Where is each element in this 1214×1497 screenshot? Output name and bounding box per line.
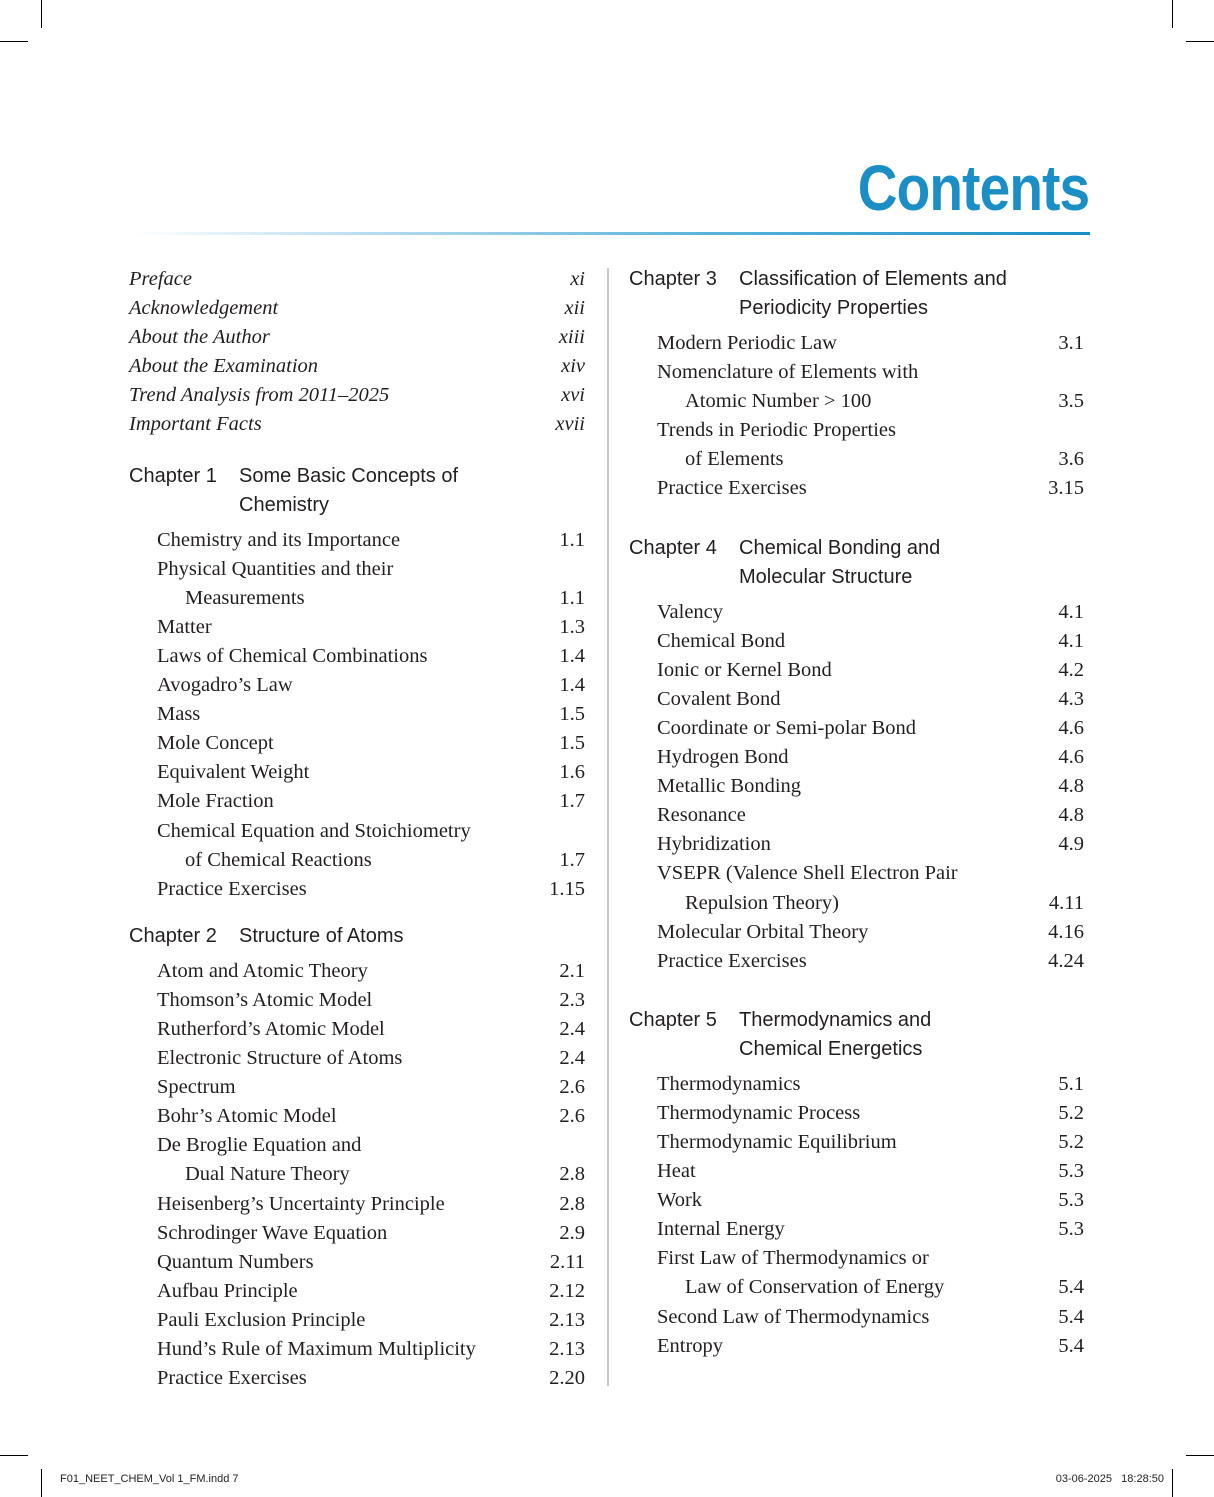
toc-entry-title: Trends in Periodic Properties bbox=[657, 419, 896, 442]
toc-entry-page: 2.1 bbox=[559, 959, 585, 982]
toc-entry-page: 1.5 bbox=[559, 732, 585, 755]
chapter-title-line bbox=[629, 1035, 1084, 1064]
toc-entry bbox=[629, 743, 1084, 772]
toc-entry bbox=[629, 859, 1084, 888]
toc-entry-page: 2.9 bbox=[559, 1221, 585, 1244]
chapter-title: Periodicity Properties bbox=[739, 297, 928, 319]
chapter-title: Chemical Bonding and bbox=[739, 536, 941, 559]
toc-entry-title: Chemical Bond bbox=[657, 629, 786, 652]
toc-entry bbox=[629, 918, 1084, 947]
toc-entry bbox=[129, 1131, 585, 1160]
toc-entry bbox=[129, 957, 585, 986]
toc-entry bbox=[129, 1015, 585, 1044]
toc-entry-page: 5.3 bbox=[1058, 1189, 1084, 1212]
chapter-title-line bbox=[629, 294, 1084, 323]
toc-entry-title: Entropy bbox=[657, 1334, 724, 1357]
crop-mark-top-right-v bbox=[1172, 0, 1173, 28]
toc-entry-title: Practice Exercises bbox=[157, 1367, 307, 1390]
toc-entry-page: 4.11 bbox=[1048, 891, 1084, 914]
chapter-heading bbox=[629, 534, 1084, 592]
toc-entry-page: 4.1 bbox=[1058, 629, 1084, 652]
toc-entry-page: 1.4 bbox=[559, 644, 585, 667]
toc-entry-page: 1.3 bbox=[559, 615, 585, 638]
toc-entry bbox=[129, 1335, 585, 1364]
toc-entry-title: Nomenclature of Elements with bbox=[657, 361, 919, 384]
toc-entry-page: 4.2 bbox=[1058, 658, 1084, 681]
crop-mark-top-right-h bbox=[1186, 41, 1214, 42]
chapter-title-line bbox=[629, 563, 1084, 592]
toc-entry-page: xii bbox=[564, 297, 585, 320]
toc-entry-title: Equivalent Weight bbox=[157, 761, 310, 784]
toc-entry bbox=[629, 1157, 1084, 1186]
toc-entry-title: Acknowledgement bbox=[129, 297, 279, 320]
toc-entry-title: Work bbox=[657, 1189, 703, 1212]
toc-entry bbox=[129, 584, 585, 613]
toc-entry-page: 1.5 bbox=[559, 703, 585, 726]
toc-entry-title: De Broglie Equation and bbox=[157, 1134, 362, 1157]
crop-mark-bottom-left-h bbox=[0, 1455, 28, 1456]
toc-entry bbox=[629, 830, 1084, 859]
toc-entry-page: xvii bbox=[555, 413, 585, 436]
toc-entry-title: Second Law of Thermodynamics bbox=[657, 1305, 930, 1328]
toc-entry bbox=[629, 598, 1084, 627]
toc-entry-page: 5.2 bbox=[1058, 1101, 1084, 1124]
toc-entry-title: Schrodinger Wave Equation bbox=[157, 1221, 388, 1244]
toc-entry-title: Atomic Number > 100 bbox=[685, 390, 872, 413]
toc-entry bbox=[629, 656, 1084, 685]
chapter-title: Some Basic Concepts of bbox=[239, 464, 458, 487]
toc-entry-page: 4.8 bbox=[1058, 775, 1084, 798]
footer-file: F01_NEET_CHEM_Vol 1_FM.indd 7 bbox=[60, 1473, 239, 1485]
front-matter-entry bbox=[129, 294, 585, 323]
toc-entry bbox=[129, 555, 585, 584]
toc-entry-title: Repulsion Theory) bbox=[685, 891, 839, 914]
toc-entry-page: 4.6 bbox=[1058, 746, 1084, 769]
toc-entry-page: 4.8 bbox=[1058, 804, 1084, 827]
toc-entry-page: 1.6 bbox=[559, 761, 585, 784]
toc-entry-title: Mole Fraction bbox=[157, 790, 274, 813]
toc-entry-title: Valency bbox=[657, 600, 724, 623]
toc-entry-page: 5.1 bbox=[1058, 1072, 1084, 1095]
toc-entry-title: About the Examination bbox=[129, 355, 319, 378]
toc-entry-page: 4.3 bbox=[1058, 687, 1084, 710]
toc-entry-title: Thermodynamic Equilibrium bbox=[657, 1130, 897, 1153]
toc-entry-title: Bohr’s Atomic Model bbox=[157, 1105, 337, 1128]
toc-entry bbox=[129, 613, 585, 642]
toc-entry bbox=[629, 947, 1084, 976]
toc-entry bbox=[629, 714, 1084, 743]
toc-entry bbox=[629, 474, 1084, 503]
toc-entry bbox=[129, 817, 585, 846]
toc-entry bbox=[629, 627, 1084, 656]
front-matter-entry bbox=[129, 352, 585, 381]
toc-entry bbox=[629, 1215, 1084, 1244]
toc-entry-page: 3.15 bbox=[1048, 477, 1084, 500]
chapter-title: Chemistry bbox=[239, 493, 330, 516]
toc-entry bbox=[129, 1277, 585, 1306]
toc-entry-page: 3.1 bbox=[1058, 332, 1084, 354]
toc-entry-page: 1.7 bbox=[559, 790, 585, 813]
front-matter-entry bbox=[129, 410, 585, 439]
toc-entry bbox=[629, 1303, 1084, 1332]
front-matter-entry bbox=[129, 323, 585, 352]
toc-entry bbox=[629, 445, 1084, 474]
toc-entry-page: 5.2 bbox=[1058, 1130, 1084, 1153]
toc-entry bbox=[129, 875, 585, 904]
toc-entry-title: First Law of Thermodynamics or bbox=[657, 1247, 929, 1270]
toc-entry-title: Aufbau Principle bbox=[157, 1279, 298, 1302]
chapter-title-line bbox=[629, 265, 1084, 294]
toc-entry-page: 1.15 bbox=[549, 877, 585, 900]
chapter-title: Molecular Structure bbox=[739, 565, 913, 588]
toc-entry-page: 2.12 bbox=[549, 1279, 585, 1302]
toc-entry-title: Electronic Structure of Atoms bbox=[157, 1047, 403, 1070]
toc-entry-page: 4.6 bbox=[1058, 716, 1084, 739]
toc-entry bbox=[629, 772, 1084, 801]
toc-entry-page: 1.1 bbox=[559, 586, 585, 609]
toc-entry-page: 2.13 bbox=[549, 1338, 585, 1360]
chapter-label: Chapter 3 bbox=[629, 268, 717, 290]
toc-entry-page: 2.6 bbox=[559, 1076, 585, 1099]
toc-entry bbox=[129, 1160, 585, 1189]
toc-entry-title: Molecular Orbital Theory bbox=[657, 920, 869, 943]
toc-entry-title: Pauli Exclusion Principle bbox=[157, 1308, 366, 1331]
toc-entry-title: Atom and Atomic Theory bbox=[157, 959, 368, 982]
toc-entry bbox=[129, 1102, 585, 1131]
toc-entry-page: 1.1 bbox=[559, 528, 585, 551]
toc-entry-title: Law of Conservation of Energy bbox=[685, 1276, 945, 1299]
toc-entry-title: of Chemical Reactions bbox=[185, 848, 372, 871]
front-matter-entry bbox=[129, 381, 585, 410]
toc-entry-page: 2.8 bbox=[559, 1192, 585, 1215]
toc-entry bbox=[129, 1190, 585, 1219]
toc-entry-page: 5.3 bbox=[1058, 1218, 1084, 1241]
toc-entry-title: Heat bbox=[657, 1160, 696, 1183]
toc-entry bbox=[629, 685, 1084, 714]
toc-entry-title: Hund’s Rule of Maximum Multiplicity bbox=[157, 1338, 476, 1360]
toc-entry bbox=[629, 358, 1084, 387]
toc-entry-title: Mole Concept bbox=[157, 732, 274, 755]
toc-entry-page: 2.20 bbox=[549, 1367, 585, 1390]
toc-entry bbox=[129, 671, 585, 700]
chapter-title: Structure of Atoms bbox=[239, 924, 404, 947]
toc-entry-page: 5.4 bbox=[1058, 1334, 1084, 1357]
toc-entry-title: Metallic Bonding bbox=[657, 775, 802, 798]
toc-entry bbox=[129, 1219, 585, 1248]
toc-entry-page: 2.6 bbox=[559, 1105, 585, 1128]
toc-entry-title: Practice Exercises bbox=[657, 949, 807, 972]
toc-entry bbox=[129, 642, 585, 671]
toc-entry-page: 4.9 bbox=[1058, 833, 1084, 856]
contents-column-left bbox=[129, 265, 585, 1393]
toc-entry-title: Rutherford’s Atomic Model bbox=[157, 1017, 385, 1040]
toc-entry-title: Hybridization bbox=[657, 833, 771, 856]
contents-column-right bbox=[629, 265, 1084, 1361]
toc-entry bbox=[629, 1099, 1084, 1128]
toc-entry-title: About the Author bbox=[129, 326, 270, 349]
crop-mark-bottom-right-h bbox=[1186, 1455, 1214, 1456]
toc-entry bbox=[129, 787, 585, 816]
toc-entry-page: 2.11 bbox=[549, 1250, 585, 1273]
toc-entry-title: Coordinate or Semi-polar Bond bbox=[657, 716, 917, 739]
toc-entry-title: Modern Periodic Law bbox=[657, 332, 837, 354]
toc-entry-title: Resonance bbox=[657, 804, 746, 827]
title-rule bbox=[130, 232, 1090, 235]
toc-entry-title: Quantum Numbers bbox=[157, 1250, 314, 1273]
toc-entry-page: 3.5 bbox=[1058, 390, 1084, 413]
toc-entry-page: 2.3 bbox=[559, 988, 585, 1011]
toc-entry-page: xvi bbox=[561, 384, 585, 407]
toc-entry-title: Practice Exercises bbox=[157, 877, 307, 900]
chapter-title-line bbox=[629, 1006, 1084, 1035]
toc-entry bbox=[629, 387, 1084, 416]
toc-entry bbox=[629, 801, 1084, 830]
toc-entry bbox=[129, 1073, 585, 1102]
chapter-title: Thermodynamics and bbox=[739, 1008, 932, 1031]
toc-entry-page: 4.1 bbox=[1058, 600, 1084, 623]
chapter-label: Chapter 2 bbox=[129, 924, 217, 947]
toc-entry-title: Physical Quantities and their bbox=[157, 557, 394, 580]
toc-entry-title: Practice Exercises bbox=[657, 477, 807, 500]
toc-entry bbox=[629, 1244, 1084, 1273]
toc-entry bbox=[129, 526, 585, 555]
toc-entry-page: 4.24 bbox=[1048, 949, 1084, 972]
toc-entry bbox=[129, 1044, 585, 1073]
chapter-label: Chapter 4 bbox=[629, 536, 717, 559]
toc-entry-page: xiii bbox=[558, 326, 585, 349]
toc-entry-title: Ionic or Kernel Bond bbox=[657, 658, 832, 681]
toc-entry-title: Chemical Equation and Stoichiometry bbox=[157, 819, 471, 842]
crop-mark-bottom-right-v bbox=[1172, 1469, 1173, 1497]
toc-entry bbox=[129, 700, 585, 729]
toc-entry-page: 1.7 bbox=[559, 848, 585, 871]
toc-entry bbox=[129, 758, 585, 787]
toc-entry-page: 3.6 bbox=[1058, 448, 1084, 471]
chapter-heading bbox=[629, 1006, 1084, 1064]
toc-entry-title: Hydrogen Bond bbox=[657, 746, 789, 769]
toc-entry-title: Laws of Chemical Combinations bbox=[157, 644, 428, 667]
toc-entry-title: Chemistry and its Importance bbox=[157, 528, 401, 551]
toc-entry bbox=[629, 1332, 1084, 1361]
chapter-label: Chapter 1 bbox=[129, 464, 217, 487]
toc-entry bbox=[129, 1248, 585, 1277]
column-divider bbox=[607, 268, 609, 1386]
crop-mark-bottom-left-v bbox=[41, 1469, 42, 1497]
chapter-heading bbox=[129, 922, 585, 951]
toc-entry-title: Thomson’s Atomic Model bbox=[157, 988, 373, 1011]
toc-entry-title: Avogadro’s Law bbox=[157, 674, 293, 697]
chapter-title: Chemical Energetics bbox=[739, 1037, 923, 1060]
toc-entry-title: Measurements bbox=[185, 586, 305, 609]
toc-entry-page: 5.4 bbox=[1058, 1276, 1084, 1299]
toc-entry-title: Heisenberg’s Uncertainty Principle bbox=[157, 1192, 445, 1215]
toc-entry-page: 2.13 bbox=[549, 1308, 585, 1331]
toc-entry-title: Important Facts bbox=[129, 413, 262, 436]
toc-entry-title: Spectrum bbox=[157, 1076, 236, 1099]
chapter-title-line bbox=[129, 491, 585, 520]
toc-entry-title: Preface bbox=[129, 268, 192, 290]
front-matter-entry bbox=[129, 265, 585, 294]
toc-entry bbox=[629, 1186, 1084, 1215]
toc-entry bbox=[129, 1364, 585, 1393]
toc-entry-page: xiv bbox=[561, 355, 585, 378]
toc-entry bbox=[629, 1273, 1084, 1302]
toc-entry-page: 2.4 bbox=[559, 1017, 585, 1040]
toc-entry-page: xi bbox=[570, 268, 585, 290]
toc-entry-title: Trend Analysis from 2011–2025 bbox=[129, 384, 390, 407]
chapter-title: Classification of Elements and bbox=[739, 268, 1007, 290]
toc-entry-title: Internal Energy bbox=[657, 1218, 785, 1241]
toc-entry bbox=[629, 889, 1084, 918]
toc-entry-title: Matter bbox=[157, 615, 212, 638]
toc-entry-title: of Elements bbox=[685, 448, 784, 471]
toc-entry-title: Covalent Bond bbox=[657, 687, 781, 710]
toc-entry-page: 4.16 bbox=[1048, 920, 1084, 943]
chapter-title-line bbox=[129, 922, 585, 951]
toc-entry-title: Thermodynamic Process bbox=[657, 1101, 861, 1124]
crop-mark-top-left-h bbox=[0, 41, 28, 42]
toc-entry bbox=[629, 329, 1084, 358]
toc-entry-title: Thermodynamics bbox=[657, 1072, 801, 1095]
toc-entry-title: Mass bbox=[157, 703, 201, 726]
toc-entry bbox=[129, 1306, 585, 1335]
toc-entry-page: 5.3 bbox=[1058, 1160, 1084, 1183]
toc-entry bbox=[629, 1128, 1084, 1157]
chapter-label: Chapter 5 bbox=[629, 1008, 717, 1031]
chapter-heading bbox=[129, 462, 585, 520]
toc-entry-page: 5.4 bbox=[1058, 1305, 1084, 1328]
toc-entry bbox=[629, 1070, 1084, 1099]
toc-entry-title: VSEPR (Valence Shell Electron Pair bbox=[657, 862, 958, 885]
page-title: Contents bbox=[857, 152, 1089, 224]
toc-entry-page: 1.4 bbox=[559, 674, 585, 697]
chapter-title-line bbox=[629, 534, 1084, 563]
toc-entry bbox=[629, 416, 1084, 445]
chapter-heading bbox=[629, 265, 1084, 323]
toc-entry bbox=[129, 846, 585, 875]
toc-entry bbox=[129, 986, 585, 1015]
footer-timestamp: 03-06-2025 18:28:50 bbox=[1055, 1473, 1164, 1485]
toc-entry bbox=[129, 729, 585, 758]
crop-mark-top-left-v bbox=[41, 0, 42, 28]
chapter-title-line bbox=[129, 462, 585, 491]
toc-entry-page: 2.8 bbox=[559, 1163, 585, 1186]
toc-entry-page: 2.4 bbox=[559, 1047, 585, 1070]
toc-entry-title: Dual Nature Theory bbox=[185, 1163, 350, 1186]
